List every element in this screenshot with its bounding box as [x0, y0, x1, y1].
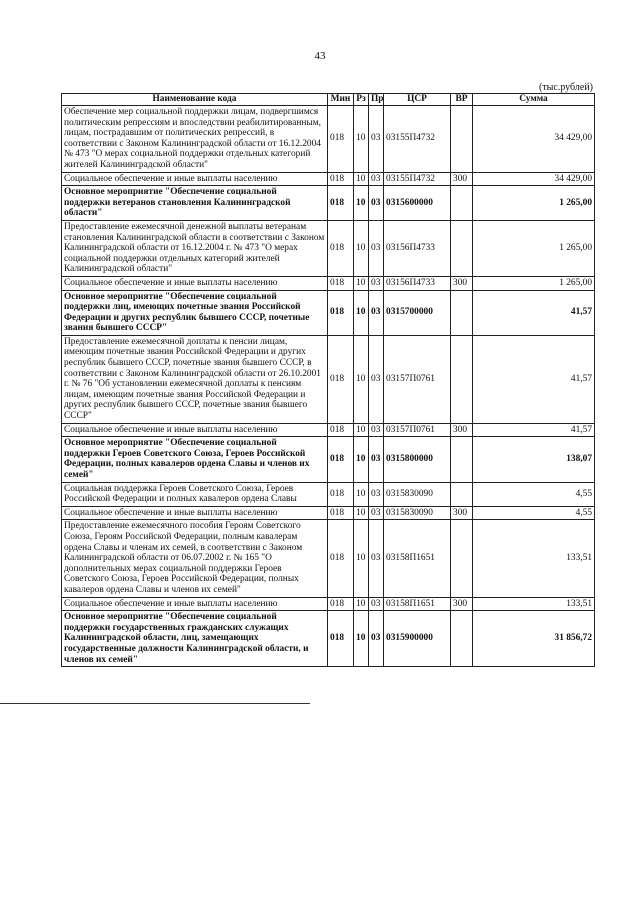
- row-vr: [451, 106, 473, 173]
- table-row: [62, 335, 595, 423]
- row-csr: 03156П4733: [384, 276, 451, 290]
- row-name: Предоставление ежемесячного пособия Героям Советского Союза, Героям Российской Федерации, полным кавалерам ордена Славы и членам их семей, в соответствии с Законом Калининградской области от 06.07.2002 г. № 165 "О дополнительных мерах социальной поддержки Героев Советского Союза, Героев Российской Федерации, полных кавалеров ордена Славы и членов их семей": [62, 520, 328, 597]
- row-vr: [451, 335, 473, 423]
- row-name: Предоставление ежемесячной денежной выплаты ветеранам становления Калининградской области в соответствии с Законом Калининградской области от 16.12.2004 г. № 473 "О мерах социальной поддержки отдельных категорий жителей Калининградской области": [62, 220, 328, 276]
- row-rz: 10: [354, 335, 369, 423]
- row-vr: [451, 186, 473, 221]
- row-rz: 10: [354, 172, 369, 186]
- row-name: Социальное обеспечение и иные выплаты населению: [62, 172, 328, 186]
- row-name: Предоставление ежемесячной доплаты к пенсии лицам, имеющим почетные звания Российской Федерации и других республик бывшего СССР, почетные звания бывшего СССР, в соответствии с Законом Калининградской области от 26.10.2001 г. № 76 "Об установлении ежемесячной доплаты к пенсиям лицам, имеющим почетные звания Российской Федерации и других республик бывшего СССР, почетные звания бывшего СССР": [62, 335, 328, 423]
- row-rz: 10: [354, 520, 369, 597]
- row-csr: 03155П4732: [384, 172, 451, 186]
- row-vr: [451, 437, 473, 482]
- row-csr: 0315830090: [384, 506, 451, 520]
- row-vr: 300: [451, 276, 473, 290]
- row-csr: 0315700000: [384, 290, 451, 335]
- header-vr: ВР: [451, 94, 473, 106]
- table-row: [62, 423, 595, 437]
- row-min: 018: [328, 597, 354, 611]
- row-pr: 03: [369, 506, 384, 520]
- row-csr: 03158П1651: [384, 597, 451, 611]
- row-rz: 10: [354, 186, 369, 221]
- row-sum: 133,51: [473, 520, 595, 597]
- row-pr: 03: [369, 220, 384, 276]
- row-min: 018: [328, 482, 354, 506]
- table-row: [62, 290, 595, 335]
- row-sum: 41,57: [473, 290, 595, 335]
- row-vr: [451, 482, 473, 506]
- row-rz: 10: [354, 437, 369, 482]
- row-csr: 0315900000: [384, 611, 451, 667]
- row-vr: 300: [451, 506, 473, 520]
- row-name: Социальное обеспечение и иные выплаты населению: [62, 597, 328, 611]
- row-name: Основное мероприятие "Обеспечение социальной поддержки лиц, имеющих почетные звания Российской Федерации и других республик бывшего СССР, почетные звания бывшего СССР": [62, 290, 328, 335]
- row-name: Социальное обеспечение и иные выплаты населению: [62, 276, 328, 290]
- row-rz: 10: [354, 506, 369, 520]
- header-pr: Пр: [369, 94, 384, 106]
- row-min: 018: [328, 506, 354, 520]
- table-header-row: [62, 94, 595, 106]
- row-csr: 0315800000: [384, 437, 451, 482]
- row-name: Социальное обеспечение и иные выплаты населению: [62, 423, 328, 437]
- budget-table: [61, 93, 595, 667]
- row-name: Социальное обеспечение и иные выплаты населению: [62, 506, 328, 520]
- header-sum: Сумма: [473, 94, 595, 106]
- table-row: [62, 506, 595, 520]
- row-vr: [451, 520, 473, 597]
- table-row: [62, 611, 595, 667]
- row-rz: 10: [354, 220, 369, 276]
- row-pr: 03: [369, 335, 384, 423]
- row-csr: 03157П0761: [384, 335, 451, 423]
- table-row: [62, 437, 595, 482]
- row-rz: 10: [354, 423, 369, 437]
- table-row: [62, 597, 595, 611]
- row-name: Социальная поддержка Героев Советского Союза, Героев Российской Федерации и полных кавалеров ордена Славы: [62, 482, 328, 506]
- row-min: 018: [328, 106, 354, 173]
- row-pr: 03: [369, 423, 384, 437]
- row-min: 018: [328, 437, 354, 482]
- table-row: [62, 482, 595, 506]
- row-vr: 300: [451, 597, 473, 611]
- row-vr: 300: [451, 423, 473, 437]
- row-rz: 10: [354, 290, 369, 335]
- row-sum: 4,55: [473, 506, 595, 520]
- table-row: [62, 186, 595, 221]
- table-row: [62, 520, 595, 597]
- row-vr: [451, 611, 473, 667]
- row-min: 018: [328, 290, 354, 335]
- row-sum: 138,07: [473, 437, 595, 482]
- table-row: [62, 276, 595, 290]
- header-rz: Рз: [354, 94, 369, 106]
- row-min: 018: [328, 276, 354, 290]
- row-name: Основное мероприятие "Обеспечение социальной поддержки государственных гражданских служащих Калининградской области, лиц, замещающих государственные должности Калининградской области, и членов их семей": [62, 611, 328, 667]
- row-rz: 10: [354, 597, 369, 611]
- units-label: (тыс.рублей): [538, 82, 593, 93]
- table-row: [62, 220, 595, 276]
- row-min: 018: [328, 423, 354, 437]
- row-pr: 03: [369, 186, 384, 221]
- page-number: 43: [314, 50, 326, 62]
- row-pr: 03: [369, 290, 384, 335]
- row-sum: 31 856,72: [473, 611, 595, 667]
- row-vr: 300: [451, 172, 473, 186]
- row-pr: 03: [369, 482, 384, 506]
- header-name: Наименование кода: [62, 94, 328, 106]
- row-min: 018: [328, 520, 354, 597]
- row-pr: 03: [369, 106, 384, 173]
- row-pr: 03: [369, 597, 384, 611]
- row-pr: 03: [369, 611, 384, 667]
- row-sum: 34 429,00: [473, 106, 595, 173]
- row-csr: 03158П1651: [384, 520, 451, 597]
- row-csr: 0315600000: [384, 186, 451, 221]
- header-min: Мин: [328, 94, 354, 106]
- row-vr: [451, 290, 473, 335]
- row-rz: 10: [354, 611, 369, 667]
- row-sum: 41,57: [473, 423, 595, 437]
- row-min: 018: [328, 611, 354, 667]
- row-csr: 0315830090: [384, 482, 451, 506]
- row-csr: 03157П0761: [384, 423, 451, 437]
- row-sum: 1 265,00: [473, 220, 595, 276]
- row-min: 018: [328, 335, 354, 423]
- table-row: [62, 106, 595, 173]
- row-min: 018: [328, 172, 354, 186]
- row-csr: 03156П4733: [384, 220, 451, 276]
- row-name: Обеспечение мер социальной поддержки лицам, подвергшимся политическим репрессиям и впоследствии реабилитированным, лицам, пострадавшим от политических репрессий, в соответствии с Законом Калининградской области от 16.12.2004 № 473 "О мерах социальной поддержки отдельных категорий жителей Калининградской области": [62, 106, 328, 173]
- row-sum: 34 429,00: [473, 172, 595, 186]
- row-min: 018: [328, 220, 354, 276]
- row-sum: 41,57: [473, 335, 595, 423]
- row-sum: 1 265,00: [473, 186, 595, 221]
- row-pr: 03: [369, 276, 384, 290]
- header-csr: ЦСР: [384, 94, 451, 106]
- row-vr: [451, 220, 473, 276]
- row-rz: 10: [354, 276, 369, 290]
- row-pr: 03: [369, 437, 384, 482]
- row-name: Основное мероприятие "Обеспечение социальной поддержки Героев Советского Союза, Героев Российской Федерации, полных кавалеров ордена Славы и членов их семей": [62, 437, 328, 482]
- table-row: [62, 172, 595, 186]
- row-pr: 03: [369, 172, 384, 186]
- row-sum: 133,51: [473, 597, 595, 611]
- row-pr: 03: [369, 520, 384, 597]
- row-min: 018: [328, 186, 354, 221]
- row-sum: 4,55: [473, 482, 595, 506]
- row-sum: 1 265,00: [473, 276, 595, 290]
- row-name: Основное мероприятие "Обеспечение социальной поддержки ветеранов становления Калининградской области": [62, 186, 328, 221]
- row-rz: 10: [354, 106, 369, 173]
- margin-rule: [0, 703, 310, 704]
- row-csr: 03155П4732: [384, 106, 451, 173]
- row-rz: 10: [354, 482, 369, 506]
